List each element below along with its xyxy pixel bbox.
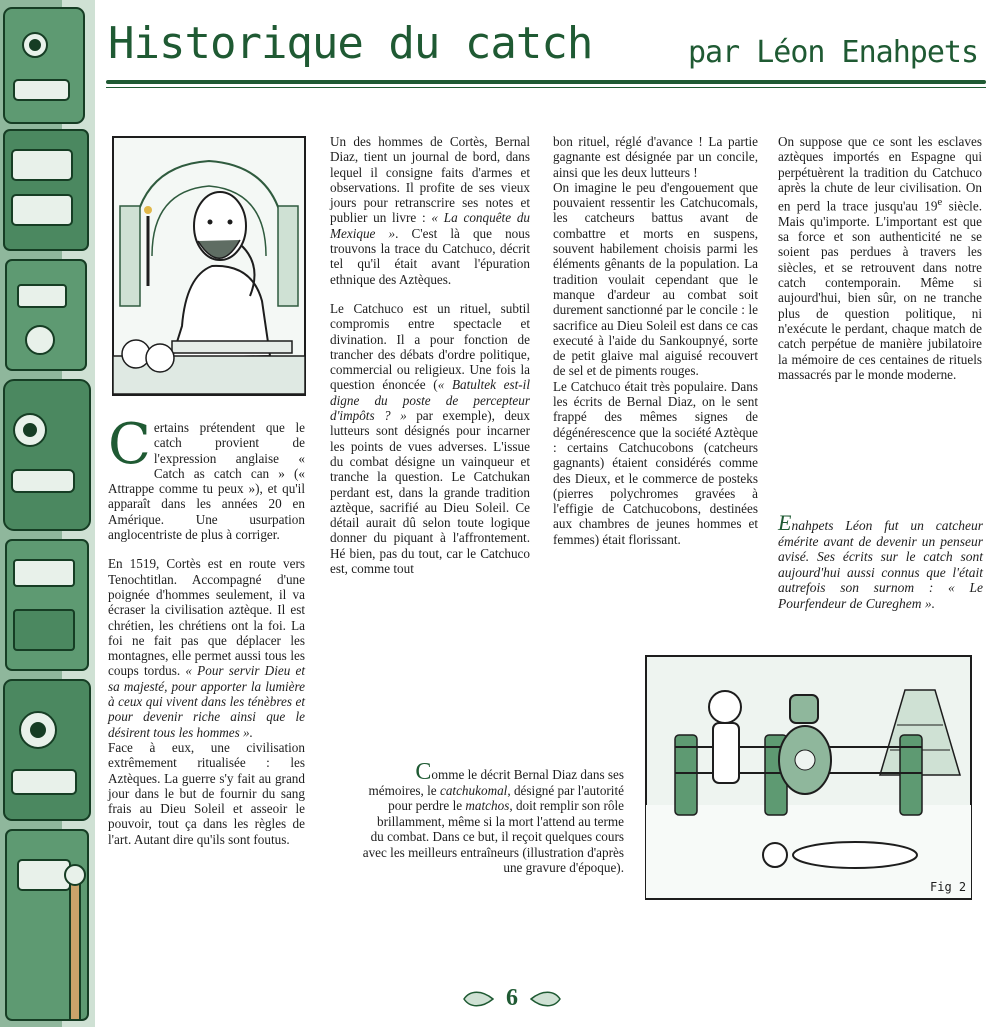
- popularity-paragraph: Le Catchuco était très populaire. Dans les écrits de Bernal Diaz, on le sent frappé des mêmes signes de dégénérescence que la société Aztèque : certains Catchucobons (catcheurs gagnants) étaient considérés comme des Dieux, et le commerce de posteks (pierres polychromes gravées à l'effigie de Catchucobons, destinées aux chambres de jeunes hommes et femmes) était florissant.: [553, 378, 758, 547]
- column-4: [778, 134, 982, 396]
- history-paragraph-end: siècle. Mais qu'importe. L'important est que sa force et son authenticité ne se soient pas perdues à travers les siècles, et se retrouvent dans notre catch contemporain. Même si aujourd'hui, bien sûr, on ne tranche plus de question politique, ni n'exécute le perdant, chaque match de catch perpétue de manière jubilatoire la mémoire de ces centaines de rituels massacrés par le monde moderne.: [778, 198, 982, 382]
- catchuco-paragraph-start: Le Catchuco est un rituel, subtil compromis entre spectacle et divination. Il a pour fonction de trancher des débats d'ordre politique, commercial ou religieux. Une fois la question énoncée (: [330, 300, 530, 393]
- catchucomals-paragraph: On imagine le peu d'engouement que pouvaient ressentir les Catchucomals, les catcheurs battus avant de combattre et morts en suspens, souvent habilement choisis parmi les éléments gênants de la population. La tradition voulait cependant que le manque d'ardeur au combat soit durement sanctionné par le concile : le sacrifice au Dieu Soleil est dans ce cas executé à l'aide du Sankoupnyé, sorte de petit glaive mal aiguisé recouvert de sel et de piments rouges.: [553, 179, 758, 379]
- century-superscript: e: [937, 196, 943, 209]
- title-underline-thin: [106, 87, 986, 88]
- history-paragraph-start: On suppose que ce sont les esclaves aztèques importés en Espagne qui perpétuèrent la tradition du Catchuco après la chute de leur civilisation. On en perd la trace jusqu'au 19: [778, 134, 982, 214]
- intro-paragraph: ertains prétendent que le catch provient de l'expression anglaise « Catch as catch can » (« Attrappe comme tu peux »), et qu'il apparaît dans les années 20 en Amérique. Une usurpation anglocentriste de plus à corriger.: [108, 420, 305, 543]
- bernal-diaz-paragraph-end: . C'est là que nous trouvons la trace du Catchuco, décrit tel qu'il était avant l'épuration ethnique des Aztèques.: [330, 225, 530, 287]
- left-ornament-icon: [462, 990, 494, 1008]
- column-2: [330, 134, 530, 590]
- aztec-civilization-paragraph: Face à eux, une civilisation extrêmement ritualisée : les Aztèques. La guerre s'y fait au grand jour dans le but de fournir du sang frais au Dieu Soleil et asseoir le pouvoir, tout ça dans les règles de l'art. Autant dire qu'ils sont foutus.: [108, 739, 305, 847]
- page-number-block: [462, 982, 562, 1016]
- page-number: 6: [506, 985, 518, 1011]
- book-title: « La conquête du Mexique »: [330, 210, 531, 241]
- title-underline: [106, 80, 986, 84]
- caption-matchos: matchos: [465, 798, 510, 813]
- batultek-quote: « Batultek est-il digne du poste de percepteur d'impôts ? »: [330, 377, 530, 424]
- caption-text-1: omme le décrit Bernal Diaz dans ses mémoires, le: [368, 767, 624, 798]
- caption-catchukomal: catchukomal: [439, 782, 508, 798]
- figure-caption: [362, 759, 624, 876]
- figure-2-label: Fig 2: [930, 880, 967, 894]
- wrestling-ring-illustration: [645, 655, 972, 900]
- caption-text-3: , doit remplir son rôle brillamment, même si la mort l'attend au terme du combat. Dans ce but, il reçoit quelques cours avec les meilleurs entraîneurs (illustration d'après une gravure d'époque).: [362, 798, 624, 875]
- bio-initial: E: [778, 510, 792, 535]
- caption-text-2: , désigné par l'autorité pour perdre le: [388, 782, 624, 813]
- right-ornament-icon: [530, 990, 562, 1008]
- column-1: [108, 412, 306, 861]
- bernal-diaz-illustration: [112, 136, 306, 396]
- ritual-paragraph: bon rituel, réglé d'avance ! La partie gagnante est désignée par un concile, ainsi que les deux lutteurs !: [553, 134, 758, 180]
- article-author: par Léon Enahpets: [687, 35, 978, 70]
- aztec-totem-illustration: [0, 0, 95, 1027]
- caption-initial: C: [415, 759, 432, 785]
- bernal-diaz-paragraph-start: Un des hommes de Cortès, Bernal Diaz, tient un journal de bord, dans lequel il consigne faits d'armes et observations. Il profite de ses vieux jours pour retranscrire ses notes et publier un livre :: [330, 134, 530, 226]
- intro-drop-cap: C: [108, 412, 151, 477]
- column-3: [553, 134, 758, 561]
- bio-text: nahpets Léon fut un catcheur émérite avant de devenir un penseur avisé. Ses écrits sur le catch sont aujourd'hui aussi connus que l'était autrefois son surnom : « Le Pourfendeur de Cureghem ».: [778, 518, 983, 611]
- article-title: Historique du catch: [108, 18, 593, 69]
- cortes-paragraph: En 1519, Cortès est en route vers Tenochtitlan. Accompagné d'une poignée d'hommes seulement, il va écraser la civilisation aztèque. Il est chrétien, les chrétiens ont la foi. La foi ne fait pas que déplacer les montagnes, elle permet aussi tous les coups tordus.: [108, 556, 305, 679]
- cortes-quote: « Pour servir Dieu et sa majesté, pour apporter la lumière à ceux qui vivent dans les ténèbres et pour devenir riche ainsi que le désirent tous les hommes ».: [108, 663, 306, 740]
- author-bio: [778, 510, 983, 611]
- catchuco-paragraph-end: par exemple), deux lutteurs sont désignés pour incarner les points de vues adverses. L'issue du combat désigne un vainqueur et tranche la question. Le Catchukan perdant est, dans la grande tradition aztèque, sacrifié au Dieu Soleil. Ce détail aurait dû selon toute logique donner du piquant à l'affrontement. Hé bien, pas du tout, car le Catchuco est, comme tout: [330, 408, 530, 577]
